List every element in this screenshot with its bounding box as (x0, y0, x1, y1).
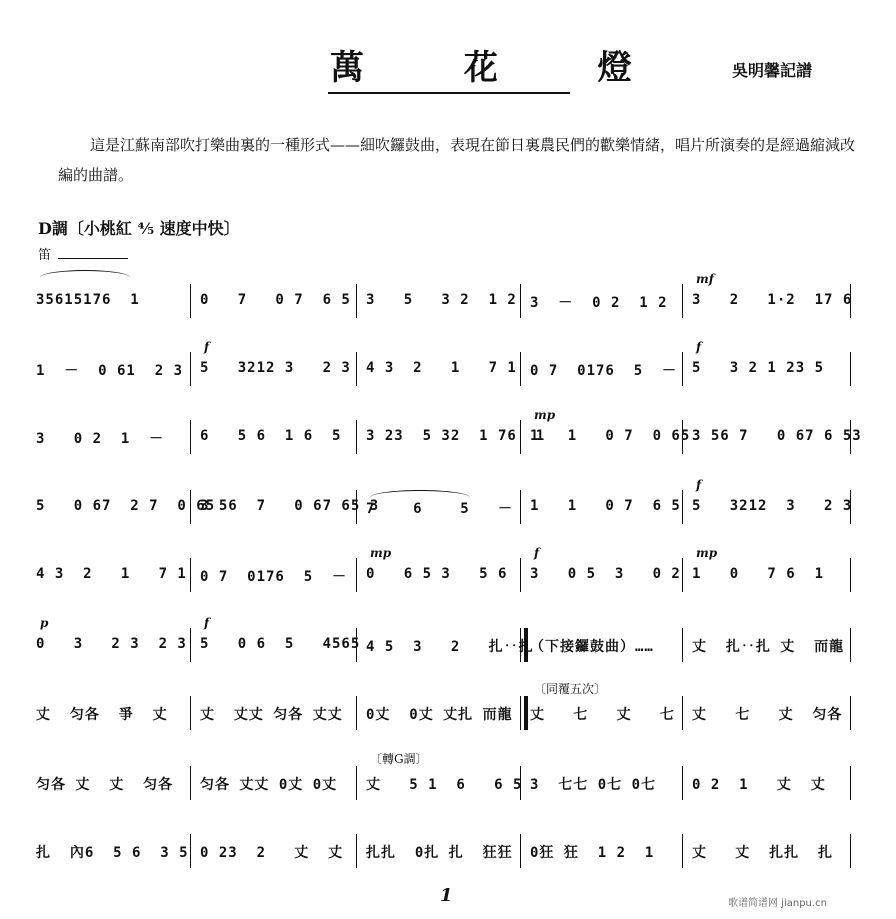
measure: 3 0 5 3 0 2 (530, 566, 681, 582)
bar-line (190, 420, 191, 454)
bar-line (682, 696, 683, 730)
bar-line (520, 558, 521, 592)
measure: 0 6 5 3 5 6 (366, 566, 508, 582)
measure: 匀各 丈 丈 匀各 (36, 777, 174, 793)
measure: 丈 扎‥扎 丈 而龍 (692, 639, 845, 655)
dynamic-mark: f (534, 546, 540, 560)
measure: 0丈 0丈 丈扎 而龍 (366, 707, 513, 723)
page-title: 萬 花 燈 (330, 48, 676, 88)
score-row (30, 272, 860, 326)
measure: 5 0 6 5 4565 (200, 636, 361, 652)
bar-line (190, 696, 191, 730)
measure: 6 5 6 1 6 5 (200, 428, 342, 444)
measure: 3 七七 0七 0七 (530, 777, 657, 793)
measure: 扎 內6 5 6 3 5 (36, 845, 189, 861)
bar-line (520, 766, 521, 800)
bar-line (682, 766, 683, 800)
dynamic-mark: mf (696, 272, 714, 286)
measure: 丈 匀各 爭 丈 (36, 707, 168, 723)
measure: 4 3 2 1 7 1 (366, 360, 517, 376)
dynamic-mark: f (204, 616, 210, 630)
bar-line (682, 420, 683, 454)
bar-line (850, 696, 851, 730)
dynamic-mark: p (40, 616, 49, 630)
measure: 0 7 0 7 6 5 (200, 292, 351, 308)
measure: 丈 七 丈 匀各 (692, 707, 843, 723)
measure: 0 7 0176 5 － (530, 363, 678, 379)
measure: 丈 5 1 6 6 5 (366, 777, 523, 793)
bar-line (190, 766, 191, 800)
measure: 5 3 2 1 23 5 (692, 360, 825, 376)
bar-line (850, 490, 851, 524)
measure: 丈 丈丈 匀各 丈丈 (200, 707, 343, 723)
score-row (30, 340, 860, 394)
measure: 4 3 2 1 7 1 (36, 566, 187, 582)
measure: 3 － 0 2 1 2 (530, 295, 668, 311)
measure: 1 1 0 7 0 65 (530, 428, 691, 444)
bar-line (356, 696, 357, 730)
bar-line (520, 420, 521, 454)
score-annotation: 〔轉G調〕 (370, 752, 428, 766)
score-row (30, 832, 860, 876)
bar-line (520, 284, 521, 318)
measure: 1 1 0 7 6 5 (530, 498, 681, 514)
bar-line (682, 558, 683, 592)
measure: 5 3212 3 2 3 (692, 498, 853, 514)
score-row (30, 682, 860, 738)
bar-line (356, 490, 357, 524)
page-number: 1 (440, 885, 453, 906)
slur-mark (370, 490, 470, 505)
measure: 1 － 0 61 2 3 (36, 363, 184, 379)
measure: 1 0 7 6 1 (692, 566, 825, 582)
bar-line (356, 628, 357, 662)
score-row (30, 408, 862, 462)
score-row (30, 616, 860, 670)
measure: 3 56 7 0 67 6 53 (692, 428, 862, 444)
bar-line (190, 352, 191, 386)
measure: 5 0 67 2 7 0 65 (36, 498, 216, 514)
key-signature-line: D調〔小桃紅 ⅘ 速度中快〕 (38, 219, 240, 238)
bar-line (682, 284, 683, 318)
measure: 5 3212 3 2 3 (200, 360, 351, 376)
dynamic-mark: f (696, 340, 702, 354)
measure: 35615176 1 (36, 292, 140, 308)
bar-line (520, 490, 521, 524)
score-row (30, 546, 860, 600)
bar-line (190, 834, 191, 868)
measure: 3 5 3 2 1 2 (366, 292, 517, 308)
bar-line (190, 628, 191, 662)
bar-line (356, 558, 357, 592)
dynamic-mark: f (204, 340, 210, 354)
measure: 4 5 3 2 扎‥扎 (366, 639, 534, 655)
bar-line (356, 834, 357, 868)
bar-line (682, 628, 683, 662)
watermark: 歌谱简谱网 jianpu.cn (728, 898, 827, 909)
measure: （下接鑼鼓曲）…… (530, 639, 654, 655)
measure: 0 3 2 3 2 3 (36, 636, 187, 652)
bar-line (190, 284, 191, 318)
bar-line (356, 420, 357, 454)
measure: 0 23 2 丈 丈 (200, 845, 344, 861)
dynamic-mark: mp (696, 546, 718, 560)
bar-line (850, 284, 851, 318)
intro-paragraph: 這是江蘇南部吹打樂曲裏的一種形式——細吹鑼鼓曲，表現在節日裏農民們的歡樂情緒，唱片所演奏的是經過縮減改編的曲譜。 (58, 136, 856, 184)
bar-line (356, 766, 357, 800)
bar-line (520, 834, 521, 868)
bar-line (850, 628, 851, 662)
slur-mark (40, 270, 130, 285)
bar-line (190, 490, 191, 524)
score-annotation: 〔同覆五次〕 (534, 682, 607, 696)
author-credit: 吳明馨記譜 (732, 61, 813, 80)
measure: 0 2 1 丈 丈 (692, 777, 826, 793)
score-row (30, 752, 860, 808)
bar-line (190, 558, 191, 592)
bar-line (520, 628, 528, 662)
measure: 3 56 7 0 67 65 3 (200, 498, 380, 514)
bar-line (682, 490, 683, 524)
bar-line (682, 352, 683, 386)
measure: 丈 七 丈 七 (530, 707, 675, 723)
instrument-label: 笛 (38, 248, 52, 263)
measure: 0 7 0176 5 － (200, 569, 348, 585)
bar-line (520, 352, 521, 386)
dynamic-mark: mp (534, 408, 556, 422)
measure: 3 2 1·2 17 6 (692, 292, 853, 308)
bar-line (356, 284, 357, 318)
bar-line (850, 558, 851, 592)
bar-line (850, 766, 851, 800)
bar-line (850, 352, 851, 386)
bar-line (850, 420, 851, 454)
measure: 7 6 5 － (366, 501, 514, 517)
bar-line (356, 352, 357, 386)
measure: 0狂 狂 1 2 1 (530, 845, 655, 861)
instrument-line (58, 258, 128, 259)
bar-line (850, 834, 851, 868)
measure: 扎扎 0扎 扎 狂狂 (366, 845, 513, 861)
title-underline (328, 92, 570, 94)
measure: 3 0 2 1 － (36, 431, 165, 447)
measure: 匀各 丈丈 0丈 0丈 (200, 777, 338, 793)
measure: 3 23 5 32 1 76 1 (366, 428, 546, 444)
measure: 丈 丈 扎扎 扎 (692, 845, 834, 861)
dynamic-mark: f (696, 478, 702, 492)
bar-line (520, 696, 528, 730)
dynamic-mark: mp (370, 546, 392, 560)
bar-line (682, 834, 683, 868)
